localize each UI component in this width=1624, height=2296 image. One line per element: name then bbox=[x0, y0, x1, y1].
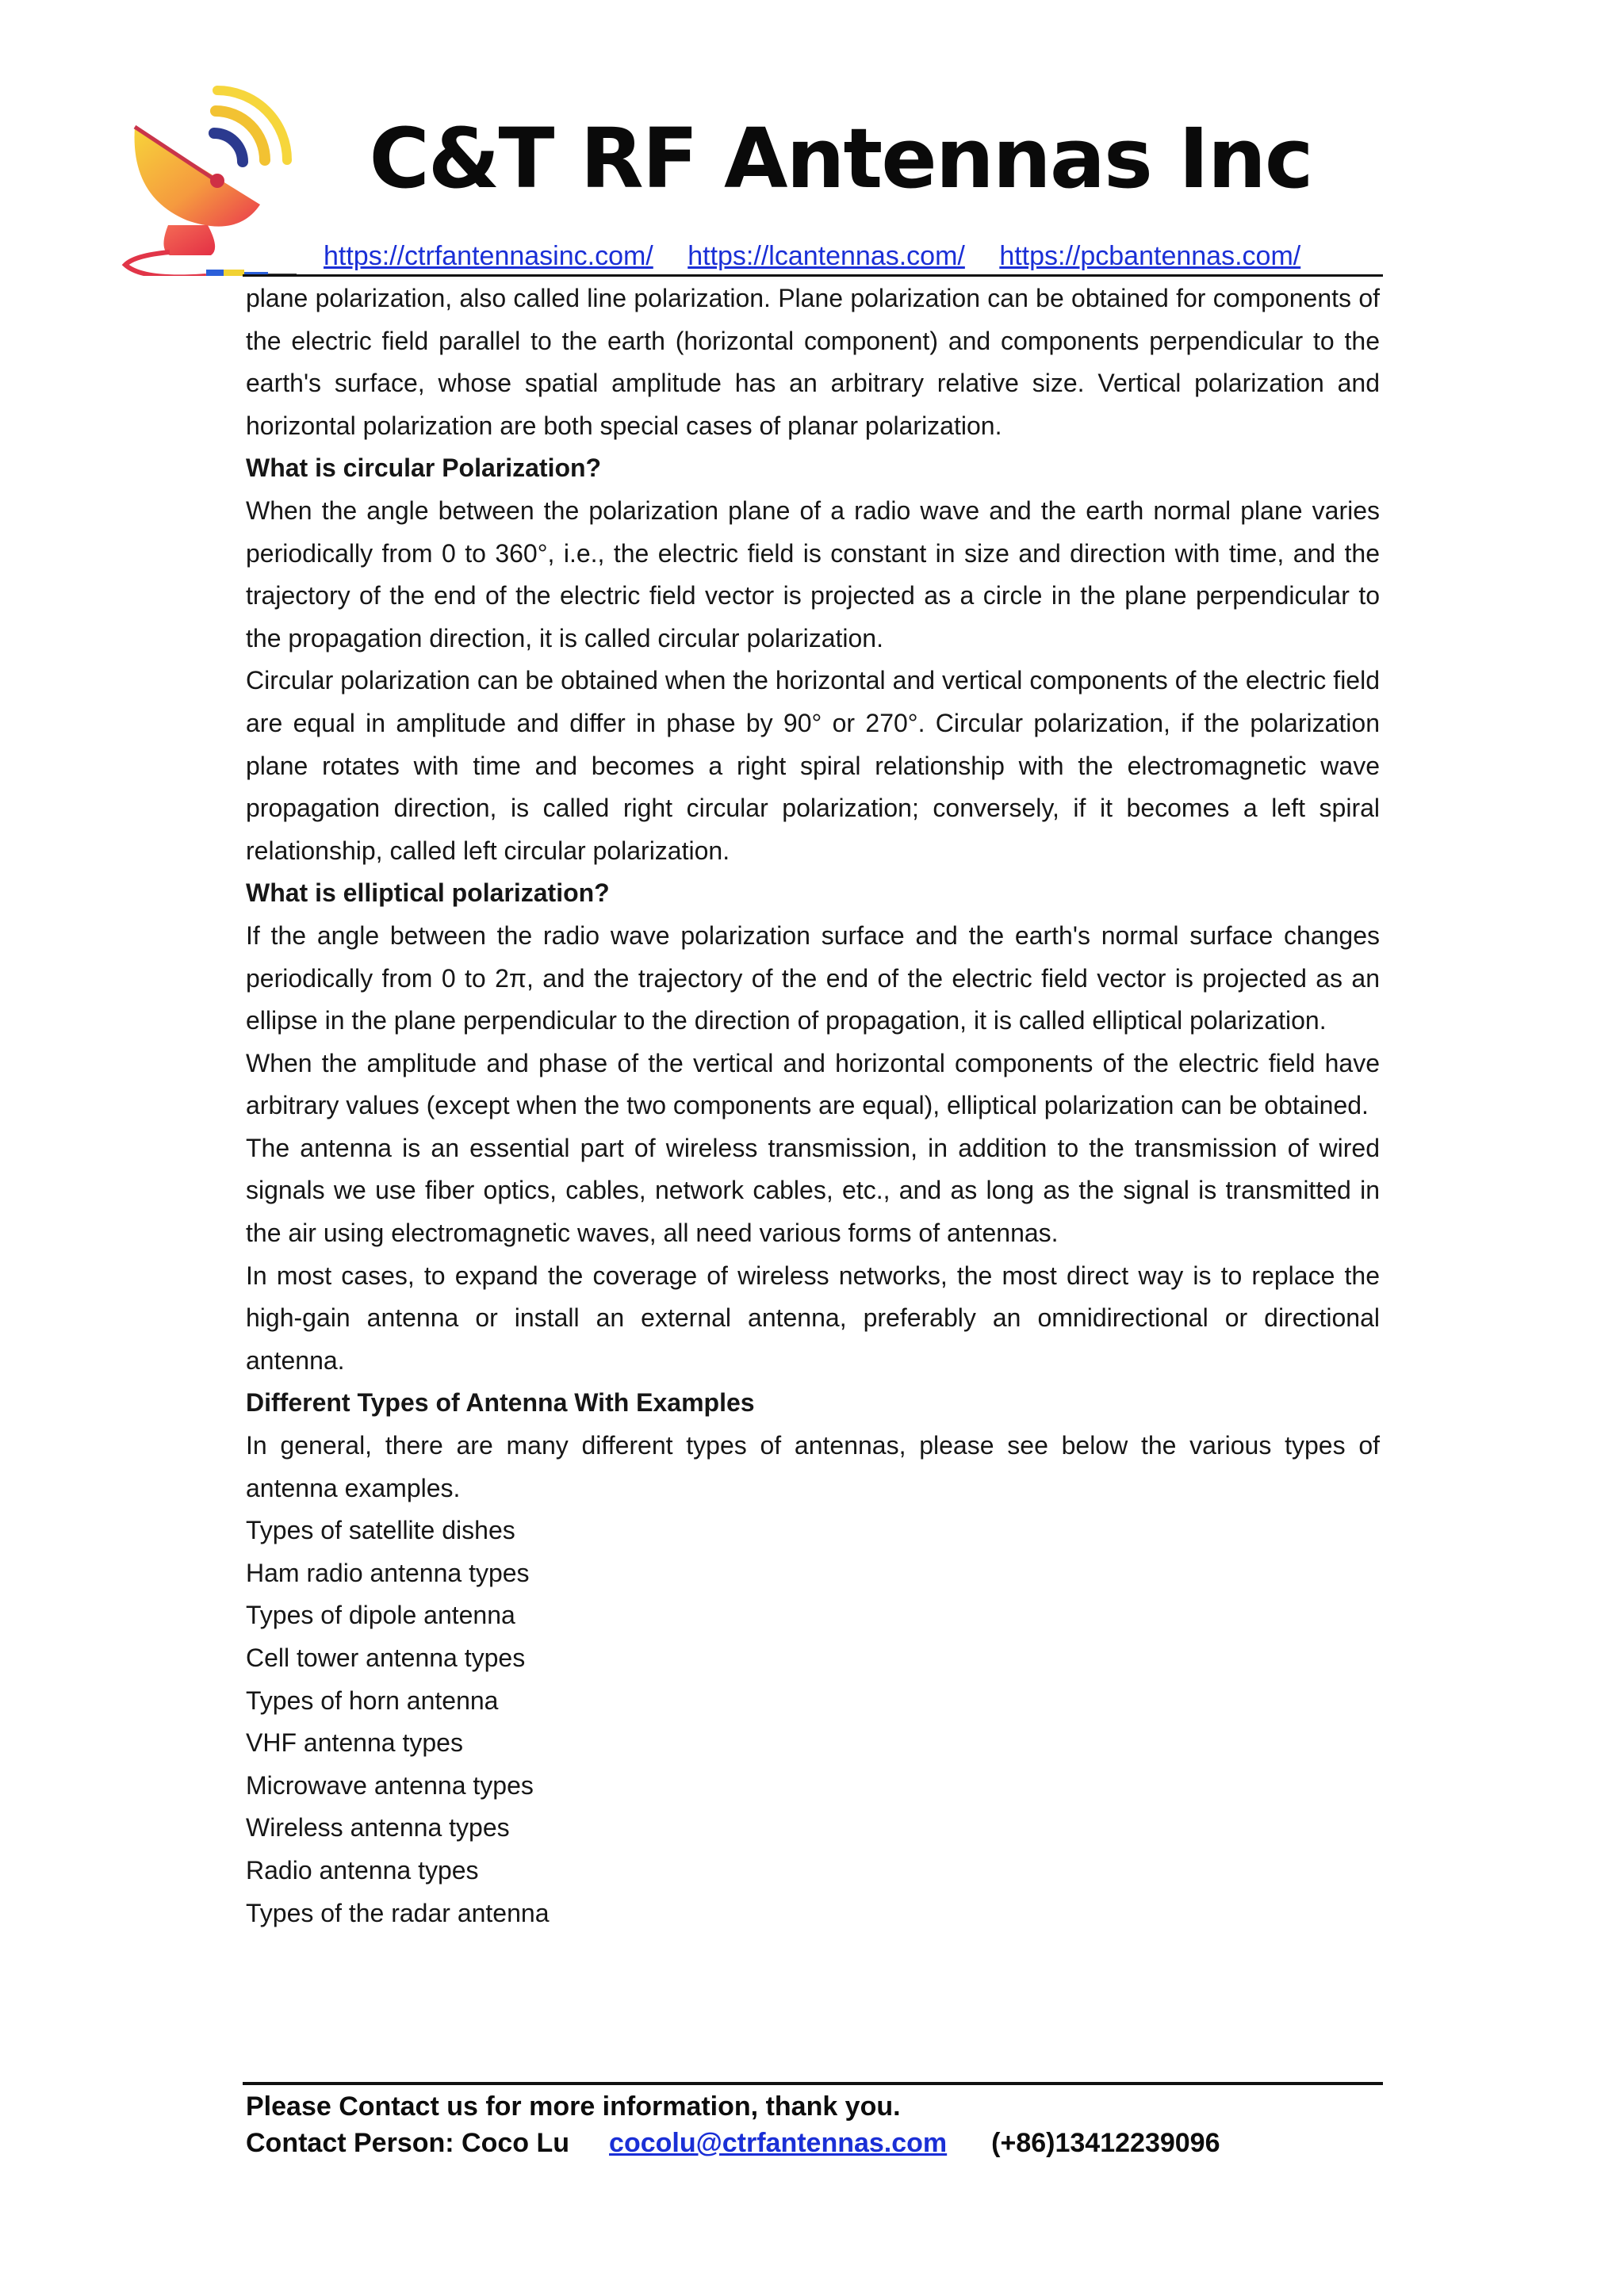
heading-circular-polarization: What is circular Polarization? bbox=[246, 453, 602, 483]
contact-line: Please Contact us for more information, thank you. bbox=[246, 2091, 901, 2122]
website-links bbox=[324, 238, 1386, 274]
contact-phone: (+86)13412239096 bbox=[991, 2128, 1220, 2158]
paragraph-antenna-1: The antenna is an essential part of wireless transmission, in addition to the transmission of wired signals we use fiber optics, cables, network cables, etc., and as long as the signal is transmitted in the air using electromagnetic waves, all need various forms of antennas. bbox=[246, 1133, 1380, 1248]
header-divider bbox=[243, 274, 1383, 277]
list-item: Types of the radar antenna bbox=[246, 1898, 550, 1927]
list-item: Types of dipole antenna bbox=[246, 1601, 515, 1630]
paragraph-antenna-2: In most cases, to expand the coverage of wireless networks, the most direct way is to replace the high-gain antenna or install an external antenna, preferably an omnidirectional or directional antenna. bbox=[246, 1261, 1380, 1375]
article-body bbox=[246, 277, 1380, 1934]
company-title: C&T RF Antennas Inc bbox=[369, 110, 1312, 207]
contact-email-link[interactable]: cocolu@ctrfantennas.com bbox=[609, 2128, 948, 2158]
list-item: Radio antenna types bbox=[246, 1855, 479, 1885]
list-item: Types of horn antenna bbox=[246, 1686, 499, 1715]
paragraph-antenna-types: In general, there are many different types of antennas, please see below the various types of antenna examples. bbox=[246, 1431, 1380, 1502]
list-item: VHF antenna types bbox=[246, 1728, 463, 1758]
heading-elliptical-polarization: What is elliptical polarization? bbox=[246, 878, 610, 908]
paragraph-elliptical-2: When the amplitude and phase of the vertical and horizontal components of the electric field have arbitrary values (except when the two components are equal), elliptical polarization can be obtained. bbox=[246, 1048, 1380, 1120]
footer-divider bbox=[243, 2082, 1383, 2085]
heading-antenna-types: Different Types of Antenna With Examples bbox=[246, 1388, 755, 1418]
list-item: Types of satellite dishes bbox=[246, 1516, 515, 1545]
paragraph-plane-polarization: plane polarization, also called line polarization. Plane polarization can be obtained for components of the electric field parallel to the earth (horizontal component) and components perpendicular to the earth's surface, whose spatial amplitude has an arbitrary relative size. Vertical polarization and horizontal polarization are both special cases of planar polarization. bbox=[246, 284, 1380, 440]
list-item: Ham radio antenna types bbox=[246, 1558, 530, 1587]
contact-details bbox=[246, 2125, 1380, 2161]
antenna-types-list bbox=[246, 1510, 1380, 1934]
link-pcbantennas[interactable]: https://pcbantennas.com/ bbox=[999, 241, 1301, 271]
paragraph-elliptical-1: If the angle between the radio wave polarization surface and the earth's normal surface changes periodically from 0 to 2π, and the trajectory of the end of the electric field vector is projected as an ellipse in the plane perpendicular to the direction of propagation, it is called elliptical polarization. bbox=[246, 920, 1380, 1035]
list-item: Cell tower antenna types bbox=[246, 1644, 526, 1672]
paragraph-circular-2: Circular polarization can be obtained when the horizontal and vertical components of the electric field are equal in amplitude and differ in phase by 90° or 270°. Circular polarization, if the polarization plane rotates with time and becomes a right spiral relationship with the electromagnetic wave propagation direction, is called right circular polarization; conversely, if it becomes a left spiral relationship, called left circular polarization. bbox=[246, 666, 1380, 865]
satellite-dish-logo-icon bbox=[119, 86, 301, 276]
paragraph-circular-1: When the angle between the polarization plane of a radio wave and the earth normal plane varies periodically from 0 to 360°, i.e., the electric field is constant in size and direction with time, and the trajectory of the end of the electric field vector is projected as a circle in the plane perpendicular to the propagation direction, it is called circular polarization. bbox=[246, 496, 1380, 652]
contact-person: Contact Person: Coco Lu bbox=[246, 2128, 570, 2158]
list-item: Microwave antenna types bbox=[246, 1770, 534, 1800]
list-item: Wireless antenna types bbox=[246, 1813, 510, 1843]
link-ctrfantennasinc[interactable]: https://ctrfantennasinc.com/ bbox=[324, 241, 653, 271]
link-lcantennas[interactable]: https://lcantennas.com/ bbox=[688, 241, 965, 271]
contact-footer bbox=[246, 2088, 1380, 2161]
